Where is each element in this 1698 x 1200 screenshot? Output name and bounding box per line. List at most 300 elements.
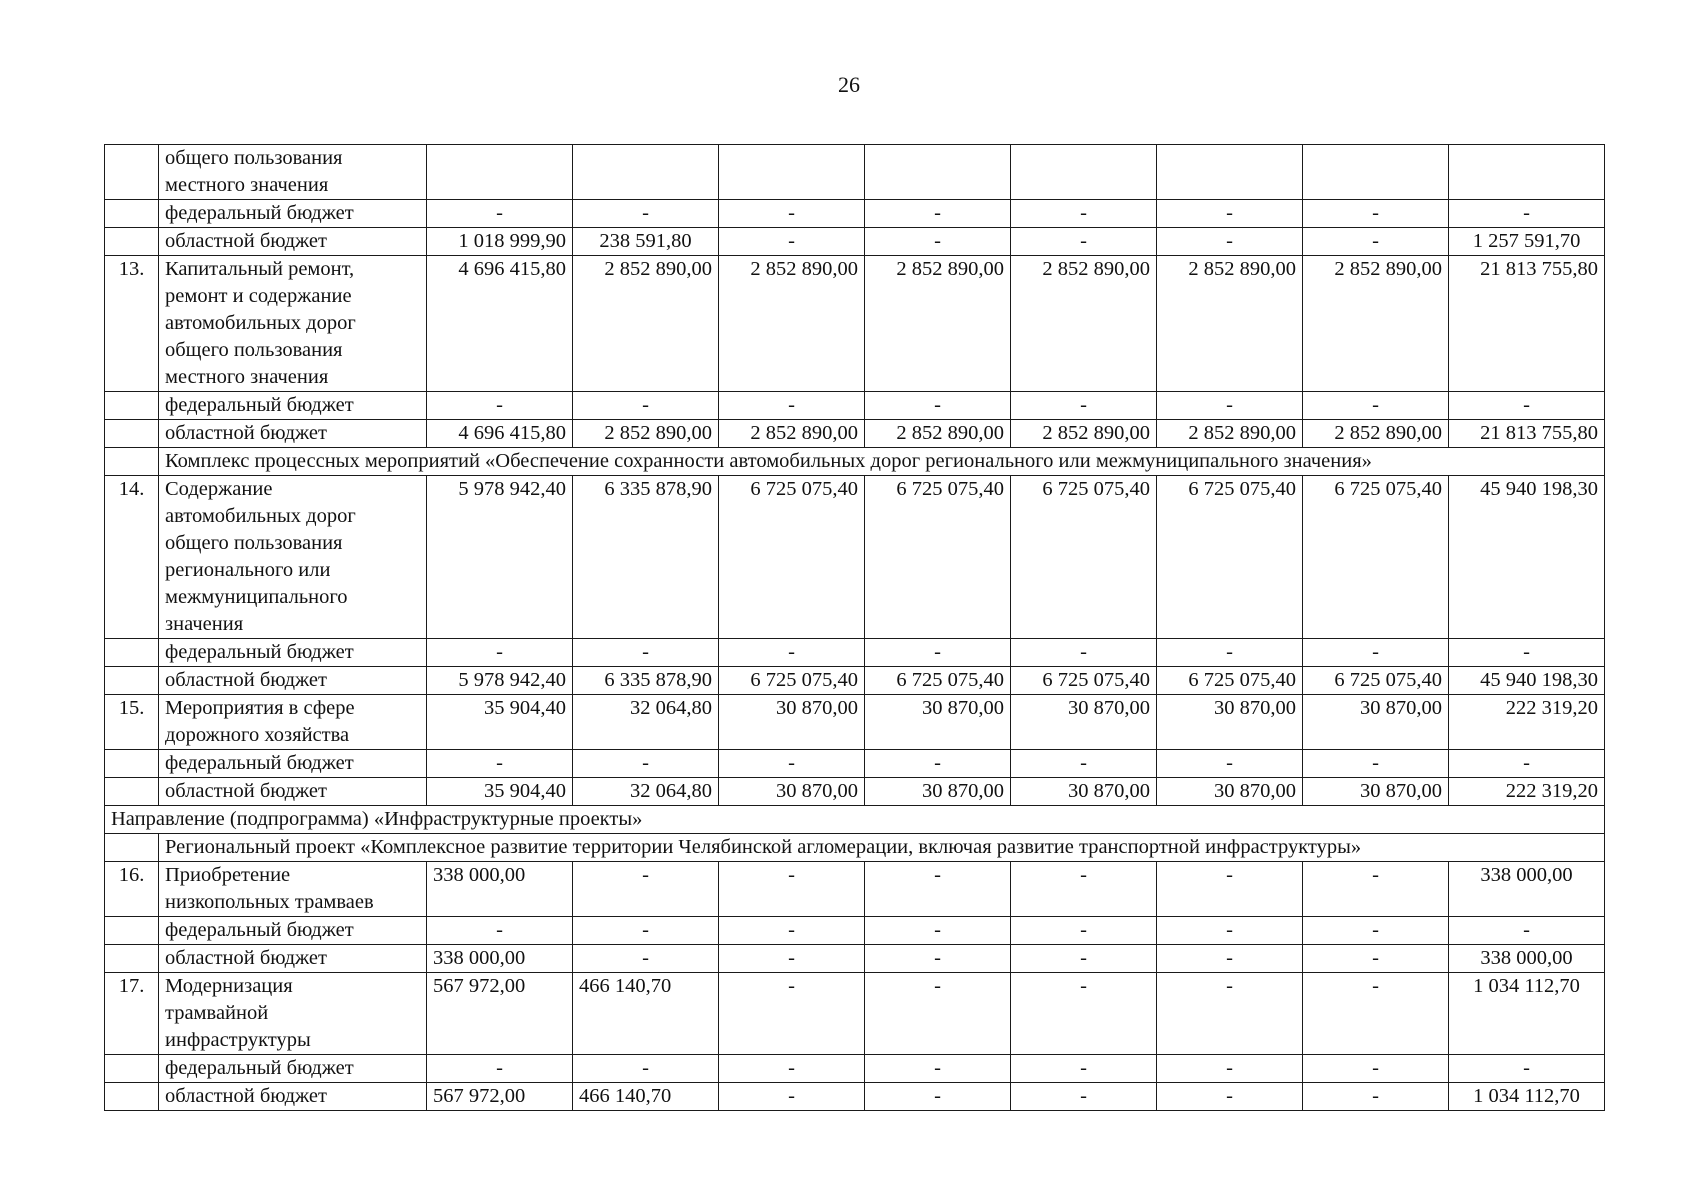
value-text: 1 257 591,70 xyxy=(1472,230,1581,252)
value-cell xyxy=(1157,862,1303,917)
regional-budget-row xyxy=(105,945,1605,973)
budget-label: федеральный бюджет xyxy=(165,202,354,224)
value-cell xyxy=(427,1083,573,1111)
value-cell xyxy=(1011,750,1157,778)
value-cell xyxy=(1449,695,1605,750)
value-text: - xyxy=(1372,752,1379,774)
value-cell xyxy=(1011,973,1157,1055)
value-text: 2 852 890,00 xyxy=(896,422,1004,444)
description-line: автомобильных дорог xyxy=(165,312,356,334)
value-cell xyxy=(719,695,865,750)
value-text: 338 000,00 xyxy=(1480,947,1573,969)
value-text: - xyxy=(1226,641,1233,663)
table-row xyxy=(105,145,1605,200)
value-text: - xyxy=(1523,1057,1530,1079)
value-cell xyxy=(1449,778,1605,806)
description-cell xyxy=(159,973,427,1055)
value-text: 4 696 415,80 xyxy=(458,422,566,444)
value-cell xyxy=(1449,1083,1605,1111)
value-cell xyxy=(1449,862,1605,917)
value-cell xyxy=(1303,667,1449,695)
value-cell xyxy=(865,256,1011,392)
value-cell xyxy=(719,667,865,695)
table-row xyxy=(105,695,1605,750)
value-text: 30 870,00 xyxy=(1214,697,1296,719)
value-cell xyxy=(1157,695,1303,750)
value-text: - xyxy=(1372,230,1379,252)
value-cell xyxy=(427,420,573,448)
value-cell xyxy=(1011,420,1157,448)
value-text: - xyxy=(1226,752,1233,774)
section-header-cell xyxy=(105,806,1605,834)
value-cell xyxy=(1303,476,1449,639)
value-text: - xyxy=(1372,975,1379,997)
value-cell xyxy=(573,420,719,448)
regional-budget-row xyxy=(105,778,1605,806)
value-cell xyxy=(1303,945,1449,973)
row-number-cell xyxy=(105,145,159,200)
description-line: Приобретение xyxy=(165,864,291,886)
value-cell xyxy=(719,862,865,917)
value-cell xyxy=(427,862,573,917)
value-text: 6 725 075,40 xyxy=(896,478,1004,500)
budget-label: федеральный бюджет xyxy=(165,919,354,941)
value-cell xyxy=(1449,917,1605,945)
value-text: - xyxy=(1226,919,1233,941)
budget-label-cell xyxy=(159,420,427,448)
description-line: инфраструктуры xyxy=(165,1029,311,1051)
value-text: 4 696 415,80 xyxy=(458,258,566,280)
value-cell xyxy=(865,639,1011,667)
value-cell xyxy=(719,228,865,256)
description-cell xyxy=(159,862,427,917)
value-cell xyxy=(1303,695,1449,750)
budget-label: областной бюджет xyxy=(165,422,327,444)
value-text: - xyxy=(934,641,941,663)
value-cell xyxy=(1449,200,1605,228)
value-cell xyxy=(1011,917,1157,945)
row-number: 13. xyxy=(118,258,145,280)
section-header-cell xyxy=(159,448,1605,476)
budget-label: федеральный бюджет xyxy=(165,394,354,416)
value-text: - xyxy=(1523,641,1530,663)
value-cell xyxy=(573,778,719,806)
value-cell xyxy=(1157,667,1303,695)
regional-budget-row xyxy=(105,667,1605,695)
value-cell xyxy=(1303,917,1449,945)
value-cell xyxy=(719,420,865,448)
value-cell xyxy=(427,228,573,256)
value-text: 222 319,20 xyxy=(1505,697,1598,719)
value-cell xyxy=(865,862,1011,917)
row-number-cell xyxy=(105,862,159,917)
row-number: 14. xyxy=(118,478,145,500)
value-text: 2 852 890,00 xyxy=(1188,422,1296,444)
budget-label: областной бюджет xyxy=(165,780,327,802)
value-text: 338 000,00 xyxy=(433,864,526,886)
value-cell xyxy=(1157,945,1303,973)
table-row xyxy=(105,476,1605,639)
value-cell xyxy=(573,392,719,420)
value-cell xyxy=(865,667,1011,695)
table-row xyxy=(105,973,1605,1055)
value-cell xyxy=(1011,256,1157,392)
value-text: - xyxy=(934,919,941,941)
description-cell xyxy=(159,145,427,200)
value-text: - xyxy=(1226,202,1233,224)
value-text: 6 725 075,40 xyxy=(896,669,1004,691)
value-text: 6 725 075,40 xyxy=(1188,669,1296,691)
value-cell xyxy=(573,256,719,392)
row-number-cell xyxy=(105,778,159,806)
value-text: - xyxy=(934,975,941,997)
value-text: - xyxy=(934,864,941,886)
value-text: - xyxy=(496,641,503,663)
description-line: Мероприятия в сфере xyxy=(165,697,355,719)
value-text: - xyxy=(642,947,649,969)
value-text: 21 813 755,80 xyxy=(1480,258,1598,280)
value-cell xyxy=(427,917,573,945)
table-row xyxy=(105,862,1605,917)
value-cell xyxy=(719,1055,865,1083)
value-cell xyxy=(1157,778,1303,806)
description-line: Модернизация xyxy=(165,975,293,997)
value-text: - xyxy=(1372,641,1379,663)
value-cell xyxy=(1157,1083,1303,1111)
value-cell xyxy=(865,420,1011,448)
description-line: общего пользования xyxy=(165,147,343,169)
value-text: - xyxy=(788,752,795,774)
value-cell xyxy=(719,1083,865,1111)
value-text: - xyxy=(788,1057,795,1079)
budget-label-cell xyxy=(159,200,427,228)
row-number-cell xyxy=(105,200,159,228)
section-header-text: Региональный проект «Комплексное развитие территории Челябинской агломерации, включая развитие транспортной инфраструктуры» xyxy=(165,836,1362,858)
value-cell xyxy=(865,1055,1011,1083)
value-text: - xyxy=(1080,864,1087,886)
value-text: 338 000,00 xyxy=(433,947,526,969)
budget-label: областной бюджет xyxy=(165,1085,327,1107)
value-text: - xyxy=(934,1057,941,1079)
value-cell xyxy=(865,228,1011,256)
description-line: общего пользования xyxy=(165,532,343,554)
value-text: 2 852 890,00 xyxy=(750,422,858,444)
value-cell xyxy=(865,750,1011,778)
empty-cell xyxy=(719,145,865,200)
value-text: - xyxy=(1080,1057,1087,1079)
page-number: 26 xyxy=(838,72,860,97)
empty-cell xyxy=(573,145,719,200)
value-text: 2 852 890,00 xyxy=(1334,422,1442,444)
value-cell xyxy=(1011,778,1157,806)
value-cell xyxy=(1449,420,1605,448)
row-number-cell xyxy=(105,667,159,695)
row-number-cell xyxy=(105,256,159,392)
value-text: 567 972,00 xyxy=(433,975,526,997)
value-text: - xyxy=(496,394,503,416)
value-cell xyxy=(1303,420,1449,448)
value-cell xyxy=(865,945,1011,973)
row-number: 15. xyxy=(118,697,145,719)
value-cell xyxy=(427,392,573,420)
value-cell xyxy=(573,945,719,973)
value-text: - xyxy=(934,947,941,969)
value-cell xyxy=(865,476,1011,639)
description-line: общего пользования xyxy=(165,339,343,361)
value-cell xyxy=(573,862,719,917)
value-text: - xyxy=(788,641,795,663)
value-text: 6 725 075,40 xyxy=(750,669,858,691)
value-cell xyxy=(719,973,865,1055)
value-cell xyxy=(1157,639,1303,667)
value-cell xyxy=(1157,917,1303,945)
description-line: трамвайной xyxy=(165,1002,269,1024)
value-text: 30 870,00 xyxy=(1068,780,1150,802)
value-cell xyxy=(1157,420,1303,448)
value-text: 30 870,00 xyxy=(1360,780,1442,802)
value-text: 238 591,80 xyxy=(599,230,692,252)
row-number-cell xyxy=(105,750,159,778)
budget-label: областной бюджет xyxy=(165,947,327,969)
value-text: - xyxy=(1080,919,1087,941)
value-cell xyxy=(1011,639,1157,667)
budget-label: областной бюджет xyxy=(165,669,327,691)
value-text: 5 978 942,40 xyxy=(458,478,566,500)
value-text: 30 870,00 xyxy=(1214,780,1296,802)
budget-label: федеральный бюджет xyxy=(165,1057,354,1079)
value-text: - xyxy=(1226,394,1233,416)
value-text: 6 335 878,90 xyxy=(604,669,712,691)
value-cell xyxy=(1303,392,1449,420)
value-cell xyxy=(719,392,865,420)
value-text: - xyxy=(1523,202,1530,224)
value-cell xyxy=(719,945,865,973)
value-text: 466 140,70 xyxy=(579,975,672,997)
value-text: 222 319,20 xyxy=(1505,780,1598,802)
row-number-cell xyxy=(105,834,159,862)
section-header-text: Комплекс процессных мероприятий «Обеспечение сохранности автомобильных дорог регионального или межмуниципального значения» xyxy=(165,450,1372,472)
value-text: 5 978 942,40 xyxy=(458,669,566,691)
value-text: - xyxy=(1080,975,1087,997)
value-cell xyxy=(719,778,865,806)
budget-label: областной бюджет xyxy=(165,230,327,252)
value-text: 2 852 890,00 xyxy=(896,258,1004,280)
row-number-cell xyxy=(105,1083,159,1111)
value-text: 567 972,00 xyxy=(433,1085,526,1107)
value-cell xyxy=(1303,750,1449,778)
description-line: Содержание xyxy=(165,478,273,500)
value-cell xyxy=(427,695,573,750)
value-cell xyxy=(1303,228,1449,256)
value-text: 2 852 890,00 xyxy=(604,422,712,444)
row-number-cell xyxy=(105,695,159,750)
row-number: 16. xyxy=(118,864,145,886)
value-text: - xyxy=(788,230,795,252)
value-cell xyxy=(427,973,573,1055)
description-line: низкопольных трамваев xyxy=(165,891,374,913)
budget-label-cell xyxy=(159,778,427,806)
federal-budget-row xyxy=(105,639,1605,667)
row-number-cell xyxy=(105,392,159,420)
value-text: - xyxy=(934,394,941,416)
value-text: 45 940 198,30 xyxy=(1480,669,1598,691)
description-line: местного значения xyxy=(165,174,329,196)
direction-header-row xyxy=(105,806,1605,834)
value-cell xyxy=(1157,973,1303,1055)
value-text: 30 870,00 xyxy=(776,697,858,719)
value-text: - xyxy=(642,919,649,941)
value-cell xyxy=(1303,1083,1449,1111)
value-cell xyxy=(1449,945,1605,973)
value-cell xyxy=(1303,256,1449,392)
value-text: - xyxy=(1372,202,1379,224)
value-text: - xyxy=(934,752,941,774)
value-text: 466 140,70 xyxy=(579,1085,672,1107)
table-row xyxy=(105,256,1605,392)
value-cell xyxy=(427,476,573,639)
budget-table xyxy=(104,144,1605,1111)
value-text: - xyxy=(642,752,649,774)
value-text: - xyxy=(1226,947,1233,969)
value-text: - xyxy=(496,919,503,941)
value-text: - xyxy=(1523,394,1530,416)
value-text: - xyxy=(1080,1085,1087,1107)
value-cell xyxy=(719,917,865,945)
budget-label-cell xyxy=(159,392,427,420)
value-cell xyxy=(865,392,1011,420)
value-text: - xyxy=(788,864,795,886)
value-text: 6 725 075,40 xyxy=(1334,669,1442,691)
value-cell xyxy=(573,973,719,1055)
value-text: - xyxy=(934,202,941,224)
row-number-cell xyxy=(105,448,159,476)
complex-header-row xyxy=(105,448,1605,476)
description-cell xyxy=(159,256,427,392)
value-cell xyxy=(1449,750,1605,778)
value-text: - xyxy=(1226,1085,1233,1107)
value-cell xyxy=(1011,392,1157,420)
budget-label-cell xyxy=(159,228,427,256)
value-cell xyxy=(573,200,719,228)
row-number-cell xyxy=(105,973,159,1055)
value-text: 32 064,80 xyxy=(630,780,712,802)
value-text: - xyxy=(642,202,649,224)
description-cell xyxy=(159,695,427,750)
value-text: 6 725 075,40 xyxy=(750,478,858,500)
value-text: 1 018 999,90 xyxy=(458,230,566,252)
value-cell xyxy=(1157,476,1303,639)
value-text: 1 034 112,70 xyxy=(1473,975,1580,997)
value-cell xyxy=(1157,750,1303,778)
value-cell xyxy=(1303,973,1449,1055)
empty-cell xyxy=(865,145,1011,200)
value-cell xyxy=(719,200,865,228)
budget-label: федеральный бюджет xyxy=(165,752,354,774)
value-text: 30 870,00 xyxy=(1068,697,1150,719)
value-cell xyxy=(573,1055,719,1083)
value-cell xyxy=(427,750,573,778)
description-line: Капитальный ремонт, xyxy=(165,258,355,280)
description-line: дорожного хозяйства xyxy=(165,724,350,746)
value-text: - xyxy=(934,230,941,252)
row-number-cell xyxy=(105,228,159,256)
value-text: - xyxy=(1372,919,1379,941)
value-cell xyxy=(1011,695,1157,750)
value-text: - xyxy=(1080,202,1087,224)
value-text: 35 904,40 xyxy=(484,780,566,802)
value-text: - xyxy=(496,752,503,774)
value-cell xyxy=(427,200,573,228)
value-cell xyxy=(1449,476,1605,639)
value-text: - xyxy=(1226,975,1233,997)
value-cell xyxy=(1157,1055,1303,1083)
value-cell xyxy=(719,476,865,639)
value-cell xyxy=(1157,392,1303,420)
value-text: - xyxy=(1523,752,1530,774)
empty-cell xyxy=(427,145,573,200)
budget-label-cell xyxy=(159,667,427,695)
value-cell xyxy=(1011,200,1157,228)
value-text: - xyxy=(1080,230,1087,252)
value-text: 338 000,00 xyxy=(1480,864,1573,886)
value-text: 6 725 075,40 xyxy=(1042,478,1150,500)
value-cell xyxy=(1157,200,1303,228)
value-cell xyxy=(865,695,1011,750)
value-text: - xyxy=(496,202,503,224)
value-text: - xyxy=(642,641,649,663)
value-cell xyxy=(1011,945,1157,973)
federal-budget-row xyxy=(105,750,1605,778)
value-cell xyxy=(1449,256,1605,392)
value-text: 30 870,00 xyxy=(776,780,858,802)
budget-label-cell xyxy=(159,1055,427,1083)
row-number-cell xyxy=(105,945,159,973)
value-text: - xyxy=(1080,394,1087,416)
value-cell xyxy=(1011,667,1157,695)
federal-budget-row xyxy=(105,917,1605,945)
description-line: значения xyxy=(165,613,244,635)
empty-cell xyxy=(1449,145,1605,200)
empty-cell xyxy=(1157,145,1303,200)
budget-label-cell xyxy=(159,1083,427,1111)
value-cell xyxy=(1449,973,1605,1055)
description-line: регионального или xyxy=(165,559,331,581)
value-text: - xyxy=(934,1085,941,1107)
value-cell xyxy=(427,667,573,695)
value-text: - xyxy=(642,864,649,886)
federal-budget-row xyxy=(105,392,1605,420)
value-text: 6 725 075,40 xyxy=(1188,478,1296,500)
empty-cell xyxy=(1303,145,1449,200)
value-cell xyxy=(865,973,1011,1055)
value-text: 35 904,40 xyxy=(484,697,566,719)
row-number-cell xyxy=(105,917,159,945)
description-line: местного значения xyxy=(165,366,329,388)
value-cell xyxy=(1449,667,1605,695)
value-cell xyxy=(573,228,719,256)
value-cell xyxy=(573,639,719,667)
value-cell xyxy=(1303,778,1449,806)
value-text: 45 940 198,30 xyxy=(1480,478,1598,500)
budget-label: федеральный бюджет xyxy=(165,641,354,663)
value-cell xyxy=(573,667,719,695)
value-cell xyxy=(427,778,573,806)
value-cell xyxy=(573,695,719,750)
value-cell xyxy=(1303,1055,1449,1083)
value-text: - xyxy=(1372,394,1379,416)
value-cell xyxy=(1303,200,1449,228)
value-text: 2 852 890,00 xyxy=(1042,258,1150,280)
